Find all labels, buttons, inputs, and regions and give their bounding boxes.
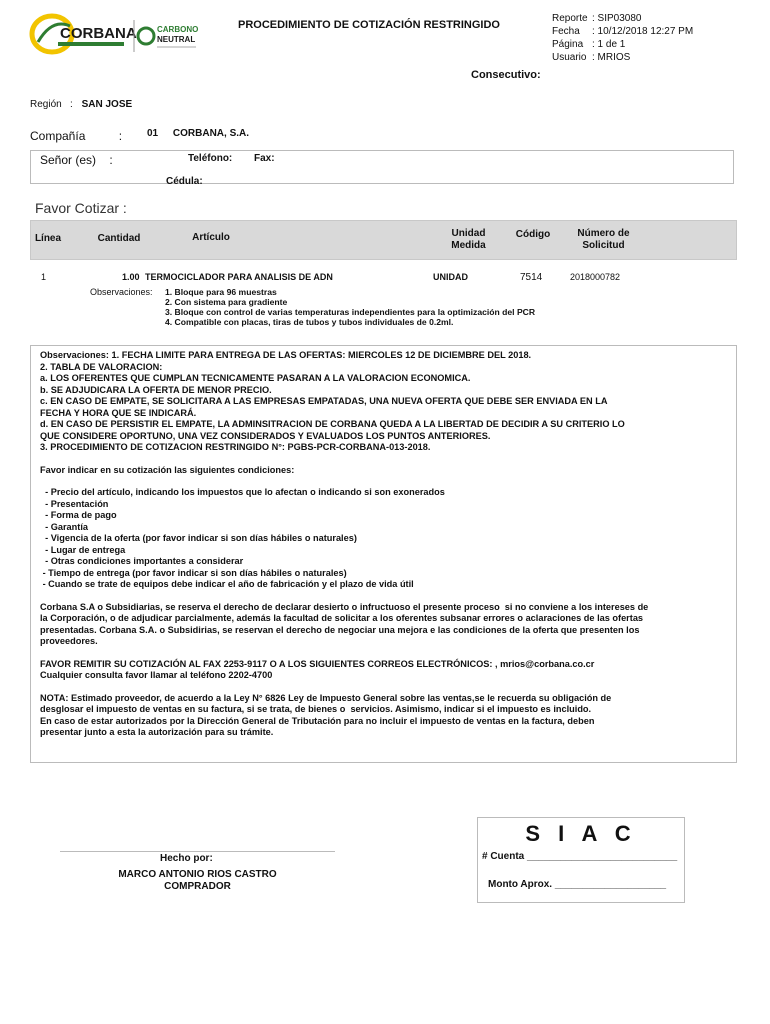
company-code: 01 bbox=[147, 128, 159, 139]
cuenta-field: # Cuenta ___________________________ bbox=[482, 851, 678, 862]
report-info bbox=[552, 12, 693, 64]
report-row: Página : 1 de 1 bbox=[552, 39, 626, 50]
condition-item: - Vigencia de la oferta (por favor indicar si son días hábiles o naturales) bbox=[40, 533, 357, 543]
signature-line bbox=[60, 851, 335, 852]
th-linea: Línea bbox=[34, 233, 62, 244]
signature-block bbox=[60, 869, 335, 893]
row-cantidad: 1.00 bbox=[122, 272, 140, 282]
condition-item: - Cuando se trate de equipos debe indicar el año de fabricación y el plazo de vida útil bbox=[40, 579, 414, 589]
row-articulo: TERMOCICLADOR PARA ANALISIS DE ADN bbox=[145, 272, 333, 282]
note-line: 2. TABLA DE VALORACION: bbox=[40, 361, 163, 372]
svg-text:NEUTRAL: NEUTRAL bbox=[157, 35, 196, 44]
table-header bbox=[30, 220, 737, 260]
note-line: QUE CONSIDERE OPORTUNO, UNA VEZ CONSIDERADOS Y EVALUADOS LOS PUNTOS ANTERIORES. bbox=[40, 430, 491, 441]
buyer-name: MARCO ANTONIO RIOS CASTRO bbox=[118, 869, 277, 880]
condition-item: - Garantía bbox=[40, 521, 88, 532]
contact-box bbox=[30, 150, 734, 184]
th-unidad-medida: Unidad Medida bbox=[451, 228, 486, 251]
carbono-neutral-logo bbox=[130, 18, 200, 54]
svg-text:CARBONO: CARBONO bbox=[157, 25, 199, 34]
row-numero-solicitud: 2018000782 bbox=[570, 272, 621, 282]
row-obs-list bbox=[165, 287, 535, 327]
note-line: 3. PROCEDIMIENTO DE COTIZACION RESTRINGIDO N°: PGBS-PCR-CORBANA-013-2018. bbox=[40, 442, 431, 452]
report-row: Usuario : MRIOS bbox=[552, 52, 631, 63]
reserve-line: proveedores. bbox=[40, 636, 98, 646]
condition-item: - Lugar de entrega bbox=[40, 544, 126, 555]
document-title: PROCEDIMIENTO DE COTIZACIÓN RESTRINGIDO bbox=[238, 19, 500, 31]
nota-line: En caso de estar autorizados por la Dirección General de Tributación para no incluir el impuesto de ventas en la factura, deben bbox=[40, 715, 595, 726]
hecho-por-label: Hecho por: bbox=[160, 853, 213, 864]
condition-item: - Precio del artículo, indicando los impuestos que lo afectan o indicando si son exonerados bbox=[40, 487, 445, 497]
region-value: SAN JOSE bbox=[81, 99, 133, 110]
nota-line: NOTA: Estimado proveedor, de acuerdo a la Ley N° 6826 Ley de Impuesto General sobre las ventas,se le recuerda su obligación de bbox=[40, 692, 612, 703]
reserve-line: presentadas. Corbana S.A. o Subsidirias, se reservan el derecho de negociar una mejora e las condiciones de la oferta que presenten los bbox=[40, 624, 640, 635]
report-row: Fecha : 10/12/2018 12:27 PM bbox=[552, 26, 694, 37]
buyer-role: COMPRADOR bbox=[164, 881, 231, 892]
row-linea: 1 bbox=[41, 272, 47, 282]
note-line: b. SE ADJUDICARA LA OFERTA DE MENOR PRECIO. bbox=[40, 384, 272, 395]
condition-item: - Otras condiciones importantes a considerar bbox=[40, 556, 244, 566]
region-label: Región : bbox=[30, 99, 73, 110]
company-value bbox=[147, 128, 249, 139]
list-item: 1. Bloque para 96 muestras bbox=[165, 287, 277, 297]
svg-text:CORBANA: CORBANA bbox=[60, 25, 137, 42]
region bbox=[30, 99, 132, 110]
list-item: 4. Compatible con placas, tiras de tubos y tubos individuales de 0.2ml. bbox=[165, 317, 454, 327]
condition-item: - Presentación bbox=[40, 498, 109, 509]
condition-item: - Tiempo de entrega (por favor indicar si son días hábiles o naturales) bbox=[40, 567, 347, 578]
row-codigo: 7514 bbox=[520, 272, 543, 283]
condition-item: - Forma de pago bbox=[40, 510, 117, 520]
remit-line: FAVOR REMITIR SU COTIZACIÓN AL FAX 2253-9117 O A LOS SIGUIENTES CORREOS ELECTRÓNICOS: , mrios@corbana.co.cr bbox=[40, 658, 595, 669]
reserve-line: la Corporación, o de adjudicar parcialmente, además la facultad de solicitar a los oferentes subsanar errores o aclaraciones de las ofertas bbox=[40, 613, 644, 623]
list-item: 3. Bloque con control de varias temperaturas independientes para la optimización del PCR bbox=[165, 307, 536, 317]
row-unidad: UNIDAD bbox=[433, 272, 468, 282]
nota-line: desglosar el impuesto de ventas en su factura, si se trata, de bienes o servicios. Asimismo, indicar si el impuesto es incluido. bbox=[40, 704, 592, 714]
row-obs-label: Observaciones: bbox=[90, 287, 153, 297]
th-codigo: Código bbox=[515, 229, 551, 240]
list-item: 2. Con sistema para gradiente bbox=[165, 297, 288, 307]
note-line: a. LOS OFERENTES QUE CUMPLAN TECNICAMENTE PASARAN A LA VALORACION ECONOMICA. bbox=[40, 373, 471, 383]
company-name: CORBANA, S.A. bbox=[172, 128, 250, 139]
senor-label: Señor (es) : bbox=[40, 153, 113, 167]
remit-line: Cualquier consulta favor llamar al teléfono 2202-4700 bbox=[40, 670, 273, 680]
reserve-line: Corbana S.A o Subsidiarias, se reserva el derecho de declarar desierto o infructuoso el presente proceso si no conviene a los intereses de bbox=[40, 601, 649, 612]
telefono-label: Teléfono: bbox=[188, 153, 233, 164]
corbana-logo bbox=[30, 12, 137, 56]
siac-title: S I A C bbox=[525, 821, 637, 846]
nota-line: presentar junto a esta la autorización para su trámite. bbox=[40, 727, 274, 737]
notes-content bbox=[40, 350, 720, 739]
th-articulo: Artículo bbox=[192, 232, 230, 243]
th-cantidad: Cantidad bbox=[97, 233, 141, 244]
consecutivo-label: Consecutivo: bbox=[471, 69, 541, 81]
favor-cotizar-label: Favor Cotizar : bbox=[35, 200, 127, 216]
conditions-intro: Favor indicar en su cotización las siguientes condiciones: bbox=[40, 464, 295, 475]
company-label: Compañía : bbox=[30, 129, 123, 143]
fax-label: Fax: bbox=[254, 153, 275, 164]
note-line: c. EN CASO DE EMPATE, SE SOLICITARA A LAS EMPRESAS EMPATADAS, UNA NUEVA OFERTA QUE DEBE SER ENVIADA EN LA bbox=[40, 396, 608, 406]
report-row: Reporte : SIP03080 bbox=[552, 13, 642, 24]
monto-field: Monto Aprox. ____________________ bbox=[488, 879, 667, 890]
note-line: Observaciones: 1. FECHA LIMITE PARA ENTREGA DE LAS OFERTAS: MIERCOLES 12 DE DICIEMBRE DEL 2018. bbox=[40, 350, 532, 360]
cedula-label: Cédula: bbox=[166, 176, 203, 187]
th-numero-solicitud: Número de Solicitud bbox=[577, 228, 630, 251]
note-line: FECHA Y HORA QUE SE INDICARÁ. bbox=[40, 407, 197, 418]
note-line: d. EN CASO DE PERSISTIR EL EMPATE, LA ADMINSITRACION DE CORBANA QUEDA A LA LIBERTAD DE DECIDIR A SU CRITERIO LO bbox=[40, 419, 625, 429]
